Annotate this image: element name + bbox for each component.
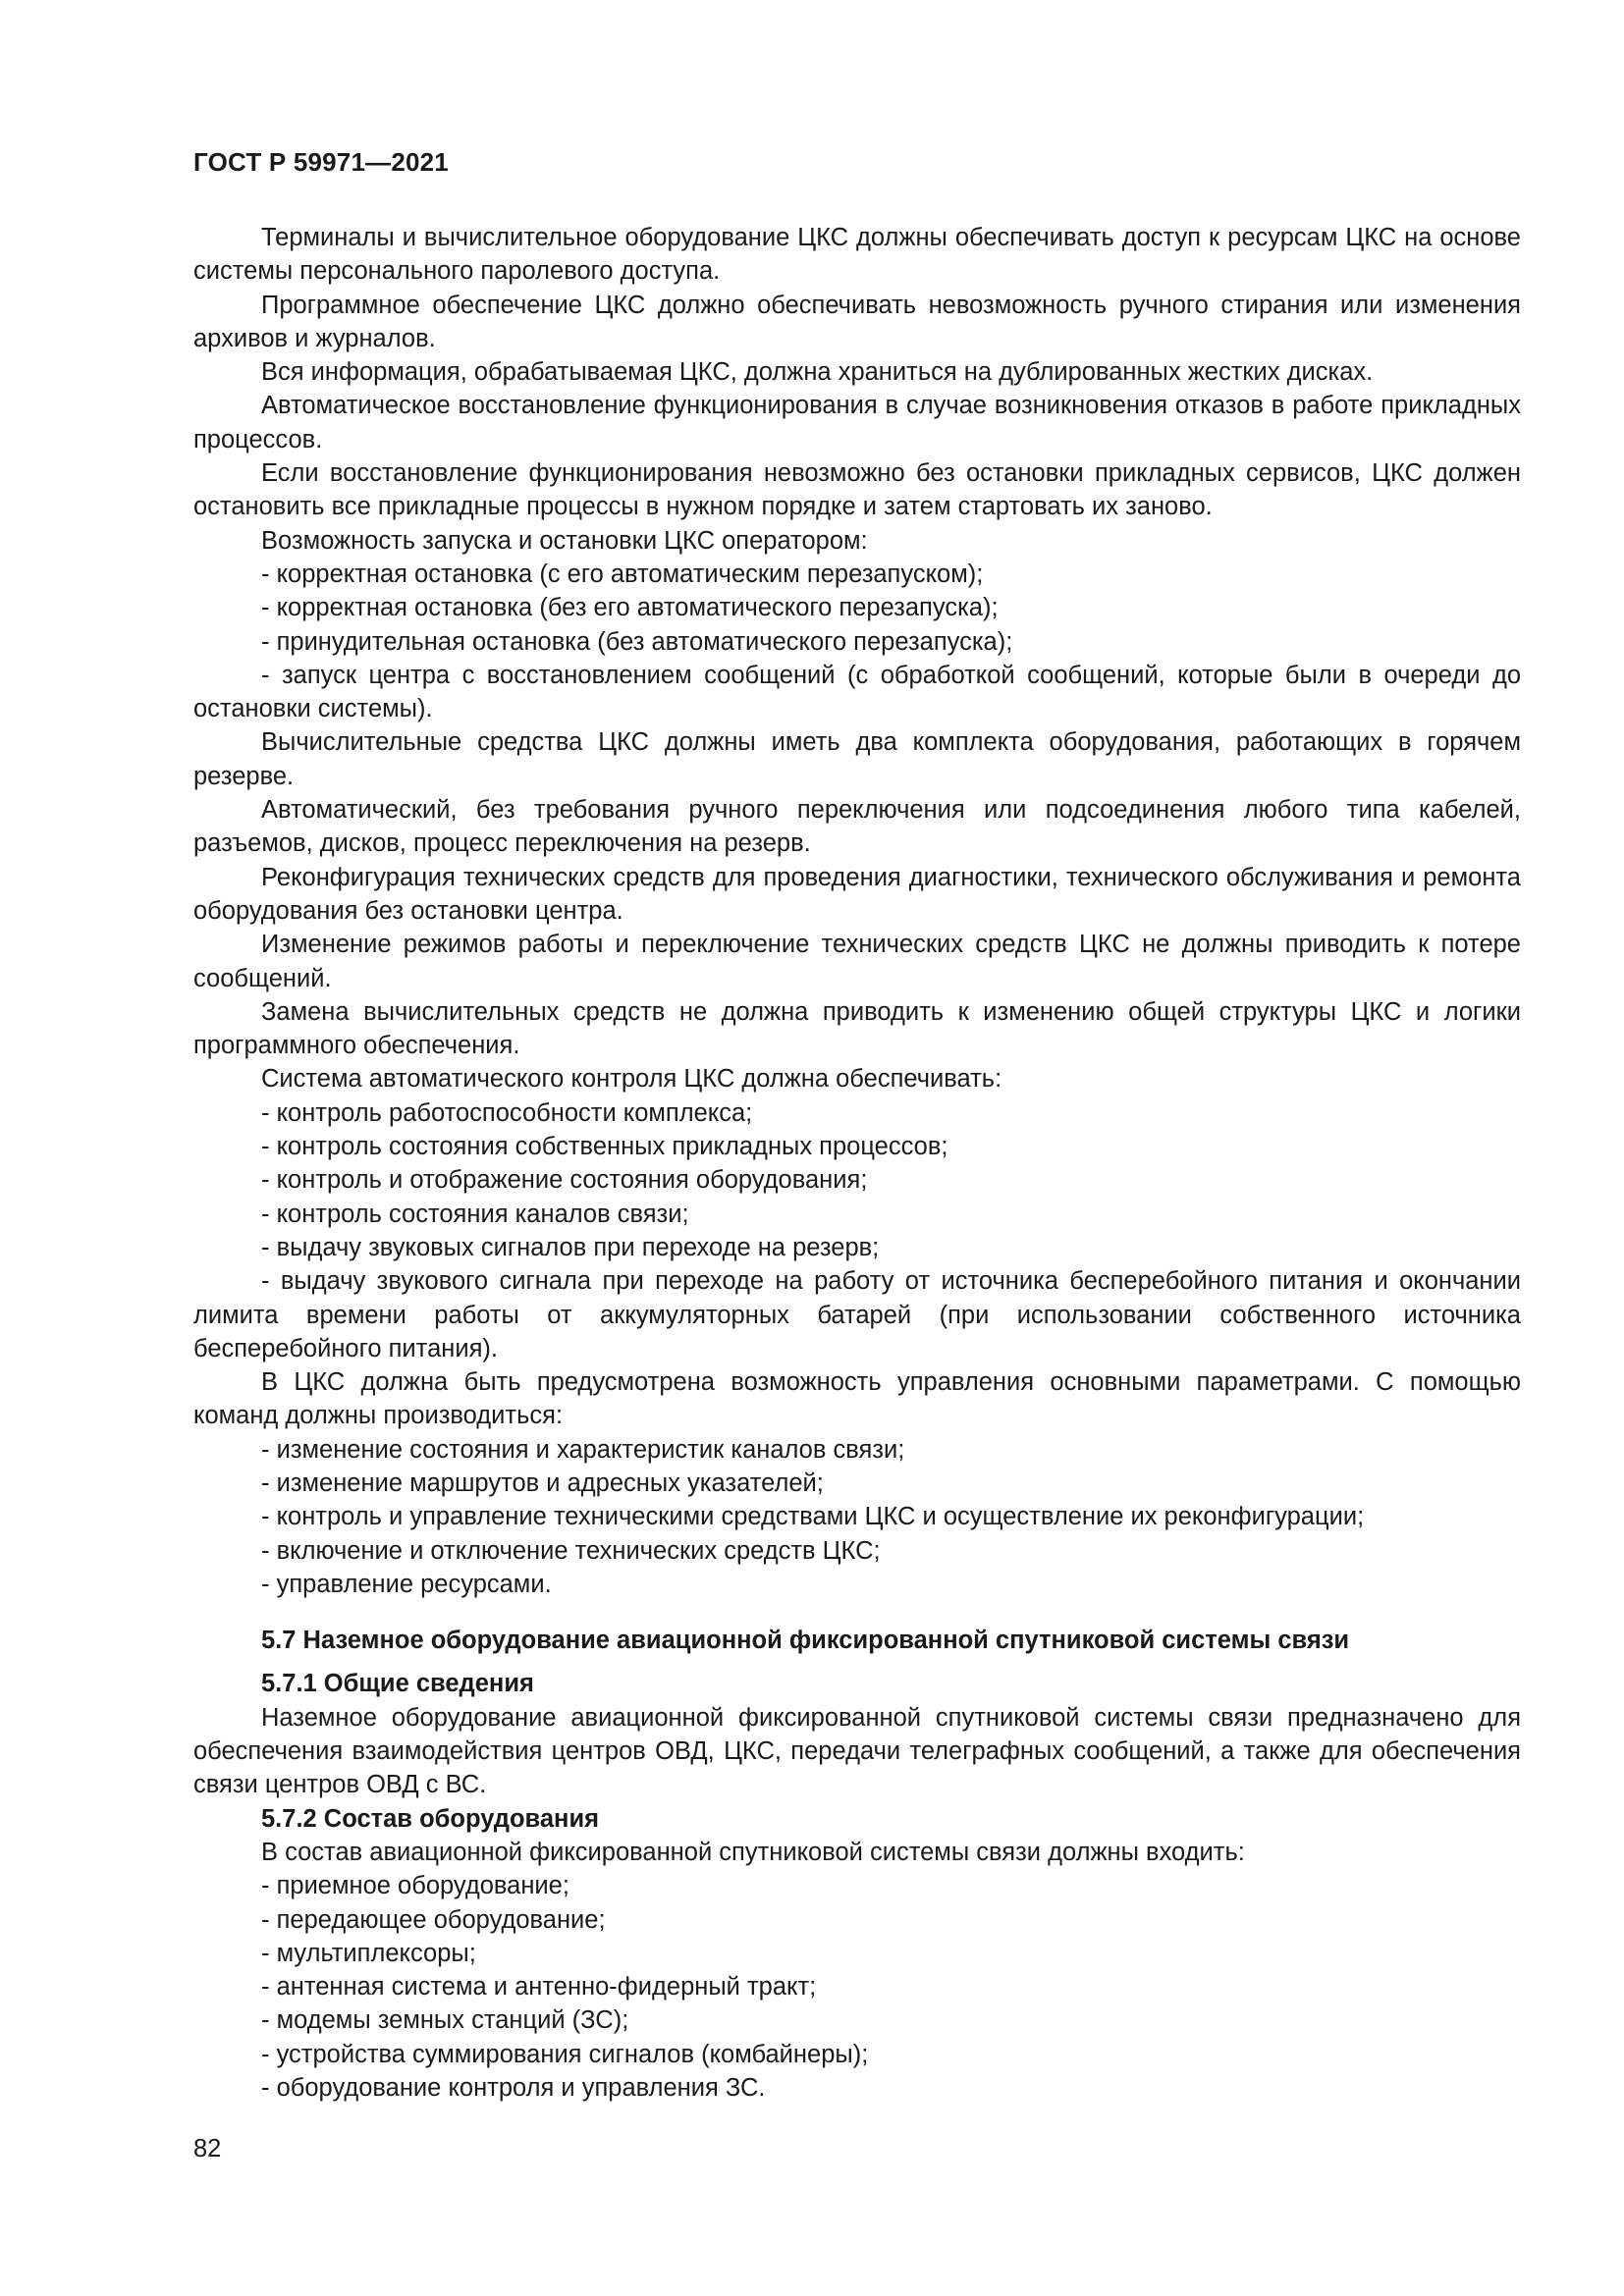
list-item: - выдачу звукового сигнала при переходе на работу от источника бесперебойного питания и окончании лимита времени работы от аккумуляторных батарей (при использовании собственного источника бесперебойного питания). xyxy=(193,1267,1521,1362)
list-item: - передающее оборудование; xyxy=(261,1905,606,1934)
list-item: - запуск центра с восстановлением сообщений (с обработкой сообщений, которые были в очереди до остановки системы). xyxy=(193,661,1521,723)
paragraph: Изменение режимов работы и переключение технических средств ЦКС не должны приводить к потере сообщений. xyxy=(193,931,1521,992)
paragraph: Наземное оборудование авиационной фиксированной спутниковой системы связи предназначено для обеспечения взаимодействия центров ОВД, ЦКС, передачи телеграфных сообщений, а также для обеспечения связи центров ОВД с ВС. xyxy=(193,1703,1521,1799)
page-number: 82 xyxy=(193,2135,222,2163)
list-item: - контроль состояния каналов связи; xyxy=(261,1200,689,1228)
paragraph: Автоматическое восстановление функционирования в случае возникновения отказов в работе прикладных процессов. xyxy=(193,392,1521,454)
list-item: - контроль состояния собственных прикладных процессов; xyxy=(261,1133,948,1161)
list-item: - принудительная остановка (без автоматического перезапуска); xyxy=(261,627,1013,656)
paragraph: Автоматический, без требования ручного переключения или подсоединения любого типа кабелей, разъемов, дисков, процесс переключения на резерв. xyxy=(193,796,1521,858)
paragraph: Замена вычислительных средств не должна приводить к изменению общей структуры ЦКС и логики программного обеспечения. xyxy=(193,997,1521,1060)
list-item: - изменение состояния и характеристик каналов связи; xyxy=(261,1435,905,1464)
list-item: - контроль и управление техническими средствами ЦКС и осуществление их реконфигурации; xyxy=(261,1503,1365,1531)
list-item: - включение и отключение технических средств ЦКС; xyxy=(261,1536,881,1565)
paragraph: Вся информация, обрабатываемая ЦКС, должна храниться на дублированных жестких дисках. xyxy=(261,358,1374,387)
list-item: - мультиплексоры; xyxy=(261,1939,476,1967)
list-item: - приемное оборудование; xyxy=(261,1872,569,1900)
list-item: - оборудование контроля и управления ЗС. xyxy=(261,2074,766,2103)
list-item: - контроль и отображение состояния оборудования; xyxy=(261,1166,868,1195)
list-item: - устройства суммирования сигналов (комбайнеры); xyxy=(261,2040,869,2068)
subsection-heading-5-7-1: 5.7.1 Общие сведения xyxy=(261,1670,534,1698)
list-item: - управление ресурсами. xyxy=(261,1570,552,1598)
list-item: - корректная остановка (с его автоматическим перезапуском); xyxy=(261,560,984,588)
list-item: - изменение маршрутов и адресных указателей; xyxy=(261,1468,824,1497)
list-item: - корректная остановка (без его автоматического перезапуска); xyxy=(261,594,999,622)
paragraph: Реконфигурация технических средств для проведения диагностики, технического обслуживания и ремонта оборудования без остановки центра. xyxy=(193,863,1521,925)
page-content xyxy=(193,221,1521,2105)
paragraph: В ЦКС должна быть предусмотрена возможность управления основными параметрами. С помощью команд должны производиться: xyxy=(193,1368,1521,1430)
paragraph: Возможность запуска и остановки ЦКС оператором: xyxy=(261,526,868,555)
paragraph: Программное обеспечение ЦКС должно обеспечивать невозможность ручного стирания или изменения архивов и журналов. xyxy=(193,291,1521,352)
paragraph: В состав авиационной фиксированной спутниковой системы связи должны входить: xyxy=(261,1838,1245,1866)
paragraph: Если восстановление функционирования невозможно без остановки прикладных сервисов, ЦКС должен остановить все прикладные процессы в нужном порядке и затем стартовать их заново. xyxy=(193,459,1521,521)
list-item: - контроль работоспособности комплекса; xyxy=(261,1098,753,1127)
paragraph: Вычислительные средства ЦКС должны иметь два комплекта оборудования, работающих в горячем резерве. xyxy=(193,728,1521,790)
list-item: - выдачу звуковых сигналов при переходе на резерв; xyxy=(261,1233,880,1261)
document-header: ГОСТ Р 59971—2021 xyxy=(193,147,449,177)
paragraph: Система автоматического контроля ЦКС должна обеспечивать: xyxy=(261,1065,1002,1094)
list-item: - модемы земных станций (ЗС); xyxy=(261,2006,629,2035)
list-item: - антенная система и антенно-фидерный тракт; xyxy=(261,1973,817,2002)
subsection-heading-5-7-2: 5.7.2 Состав оборудования xyxy=(261,1804,600,1833)
paragraph: Терминалы и вычислительное оборудование ЦКС должны обеспечивать доступ к ресурсам ЦКС на основе системы персонального паролевого доступа. xyxy=(193,224,1521,286)
section-heading-5-7: 5.7 Наземное оборудование авиационной фиксированной спутниковой системы связи xyxy=(261,1627,1350,1655)
